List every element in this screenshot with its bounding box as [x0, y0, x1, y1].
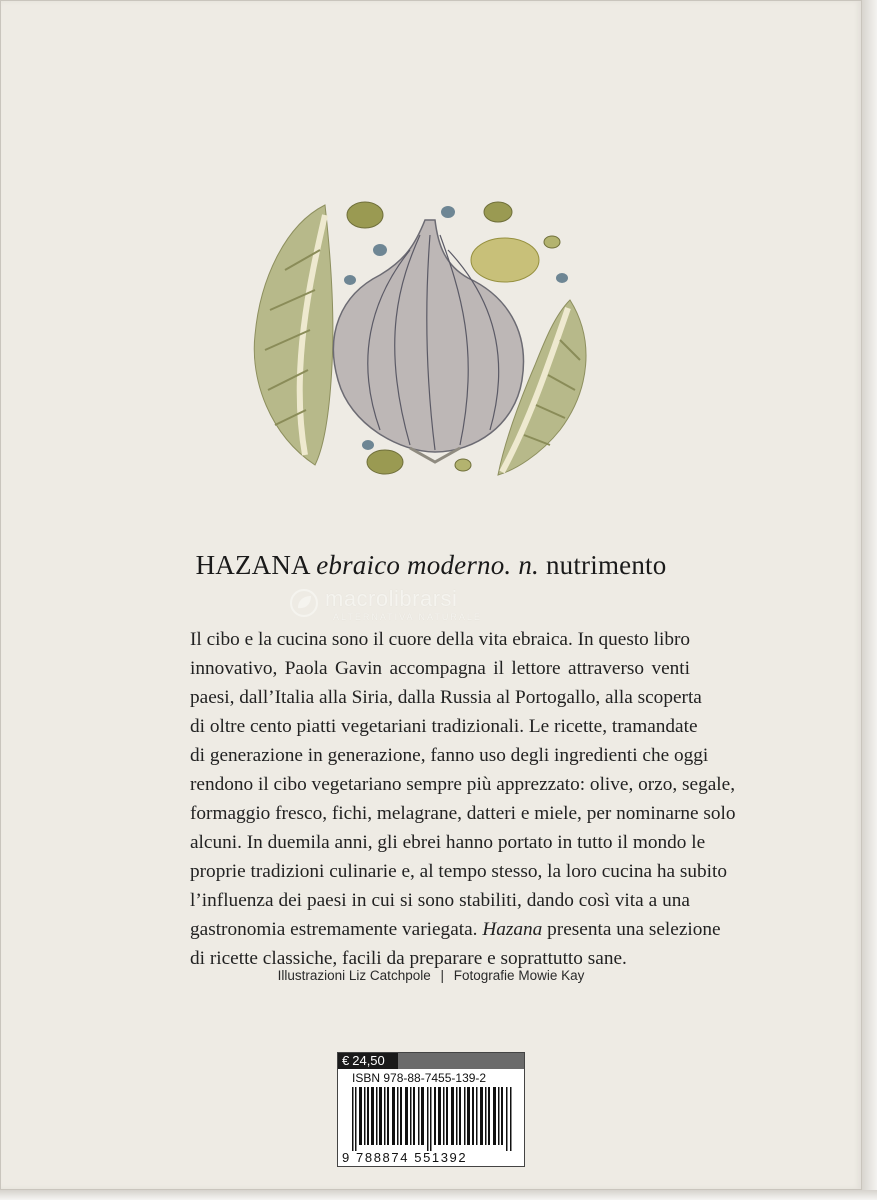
illustrator-name: Liz Catchpole	[348, 968, 431, 983]
photographer-name: Mowie Kay	[518, 968, 585, 983]
barcode-label	[337, 1052, 525, 1167]
blurb-line: paesi, dall’Italia alla Siria, dalla Russia al Portogallo, alla scoperta	[190, 687, 702, 708]
title-meaning: nutrimento	[545, 550, 667, 580]
blurb-line: di ricette classiche, facili da preparare e soprattutto sane.	[190, 948, 627, 969]
price-bar	[338, 1053, 524, 1069]
price-value: 24,50	[352, 1053, 385, 1068]
book-edge-right	[862, 0, 877, 1200]
book-title-line	[0, 550, 862, 581]
blurb-line: l’influenza dei paesi in cui si sono stabiliti, dando così vita a una	[190, 890, 690, 911]
price-tag	[338, 1053, 398, 1069]
currency-symbol: €	[342, 1053, 350, 1068]
blurb-line-11	[190, 915, 721, 944]
book-title: HAZANA	[195, 550, 310, 580]
blurb-line: formaggio fresco, fichi, melagrane, datteri e miele, per nominarne solo	[190, 803, 736, 824]
credits-separator: |	[440, 968, 445, 983]
blurb-line: di generazione in generazione, fanno uso degli ingredienti che oggi	[190, 745, 709, 766]
credits-line	[0, 968, 862, 983]
blurb-line: Il cibo e la cucina sono il cuore della vita ebraica. In questo libro	[190, 629, 691, 650]
blurb-line: rendono il cibo vegetariano sempre più apprezzato: olive, orzo, segale,	[190, 774, 736, 795]
blurb-line: innovativo, Paola Gavin accompagna il lettore attraverso venti	[190, 658, 690, 679]
blurb-segment: presenta una selezione	[547, 919, 721, 940]
ean-digits: 9 788874 551392	[342, 1150, 468, 1165]
book-edge-bottom	[0, 1190, 877, 1200]
blurb-line: di oltre cento piatti vegetariani tradizionali. Le ricette, tramandate	[190, 716, 698, 737]
left-leaf-icon	[254, 205, 333, 465]
watermark	[285, 586, 585, 626]
garlic-illustration	[230, 190, 630, 490]
watermark-tagline: ALTERNATIVA NATURALE	[333, 612, 482, 622]
title-definition-italic: ebraico moderno. n.	[316, 550, 539, 580]
barcode-bars	[352, 1087, 514, 1151]
blurb-title-italic: Hazana	[482, 919, 543, 940]
photos-label: Fotografie	[453, 968, 515, 983]
watermark-name: macrolibrarsi	[325, 586, 458, 611]
leaf-logo-icon	[289, 588, 319, 618]
blurb-paragraph	[190, 625, 736, 973]
blurb-line: alcuni. In duemila anni, gli ebrei hanno portato in tutto il mondo le	[190, 832, 706, 853]
blurb-segment: gastronomia estremamente variegata.	[190, 919, 478, 940]
illustrations-label: Illustrazioni	[277, 968, 346, 983]
isbn-text: ISBN 978-88-7455-139-2	[352, 1071, 487, 1085]
blurb-line: proprie tradizioni culinarie e, al tempo stesso, la loro cucina ha subito	[190, 861, 728, 882]
price-bar-fill	[398, 1053, 524, 1069]
